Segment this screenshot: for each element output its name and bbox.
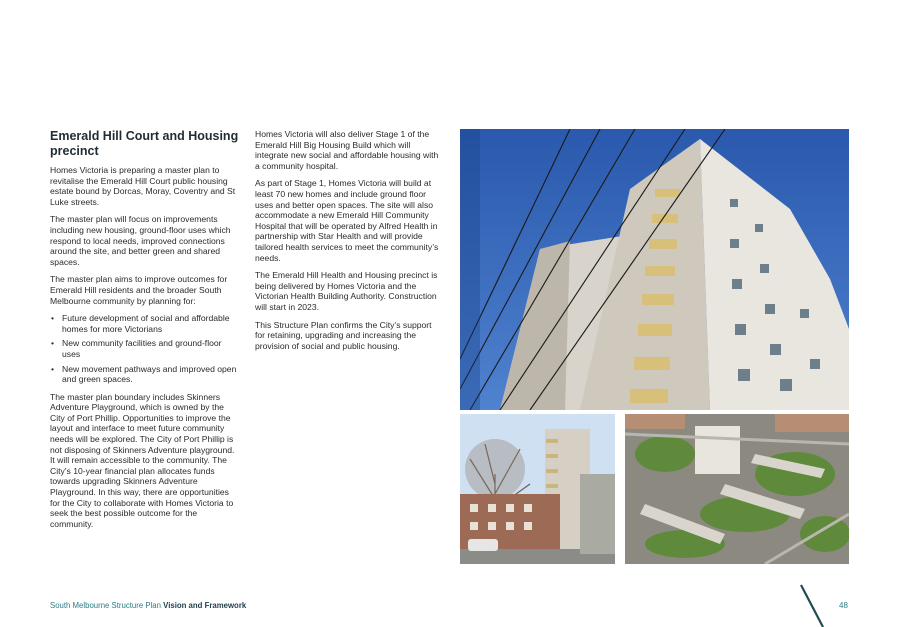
focus-paragraph: The master plan will focus on improvements including new housing, ground-floor uses which respond to local needs, improved connections around the site, and better green and shared spaces. [50, 214, 231, 267]
aerial-view-photo [625, 414, 849, 564]
stage1-paragraph: Homes Victoria will also deliver Stage 1 of the Emerald Hill Big Housing Build which will integrate new social and affordable housing with a community hospital. [255, 129, 439, 171]
list-item: • New community facilities and ground-floor uses [50, 338, 240, 359]
left-text-column [50, 129, 240, 536]
playground-paragraph: The master plan boundary includes Skinners Adventure Playground, which is owned by the City of Port Phillip. Opportunities to improve the layout and interface to meet future community needs will be explored. The City of Port Phillip is not disposing of Skinners Adventure playground. It will remain accessible to the community. The City’s 10-year financial plan allocates funds towards upgrading Skinners Adventure Playground. In this way, there are opportunities for the City to collaborate with Homes Victoria to seek the best possible outcome for the community. [50, 391, 235, 529]
delivery-paragraph: The Emerald Hill Health and Housing precinct is being delivered by Homes Victoria and the Victorian Health Building Authority. Construction will start in 2023. [255, 270, 438, 312]
planning-list [50, 313, 240, 385]
aims-paragraph: The master plan aims to improve outcomes for Emerald Hill residents and the broader South Melbourne community by planning for: [50, 274, 228, 306]
tower-block-photo [460, 129, 849, 410]
footer-title [50, 601, 246, 610]
street-view-photo [460, 414, 615, 564]
page-number: 48 [839, 601, 848, 610]
support-paragraph: This Structure Plan confirms the City’s support for retaining, upgrading and increasing the provision of social and public housing. [255, 319, 432, 351]
list-item: • New movement pathways and improved open and green spaces. [50, 364, 240, 385]
intro-paragraph: Homes Victoria is preparing a master plan to revitalise the Emerald Hill Court public housing estate bound by Dorcas, Moray, Coventry and St Luke streets. [50, 165, 236, 207]
section-heading: Emerald Hill Court and Housing precinct [50, 129, 239, 158]
homes-paragraph: As part of Stage 1, Homes Victoria will build at least 70 new homes and include ground floor uses and better open spaces. The site will also accommodate a new Emerald Hill Community Hospital that will be operated by Alfred Health in partnership with Star Health and will provide tailored health services to meet the community’s needs. [255, 178, 439, 263]
document-title: South Melbourne Structure Plan [50, 601, 161, 610]
section-title: Vision and Framework [163, 601, 247, 610]
list-item: • Future development of social and affordable homes for more Victorians [50, 313, 240, 334]
middle-text-column [255, 129, 443, 358]
decorative-slash-icon [795, 583, 835, 627]
